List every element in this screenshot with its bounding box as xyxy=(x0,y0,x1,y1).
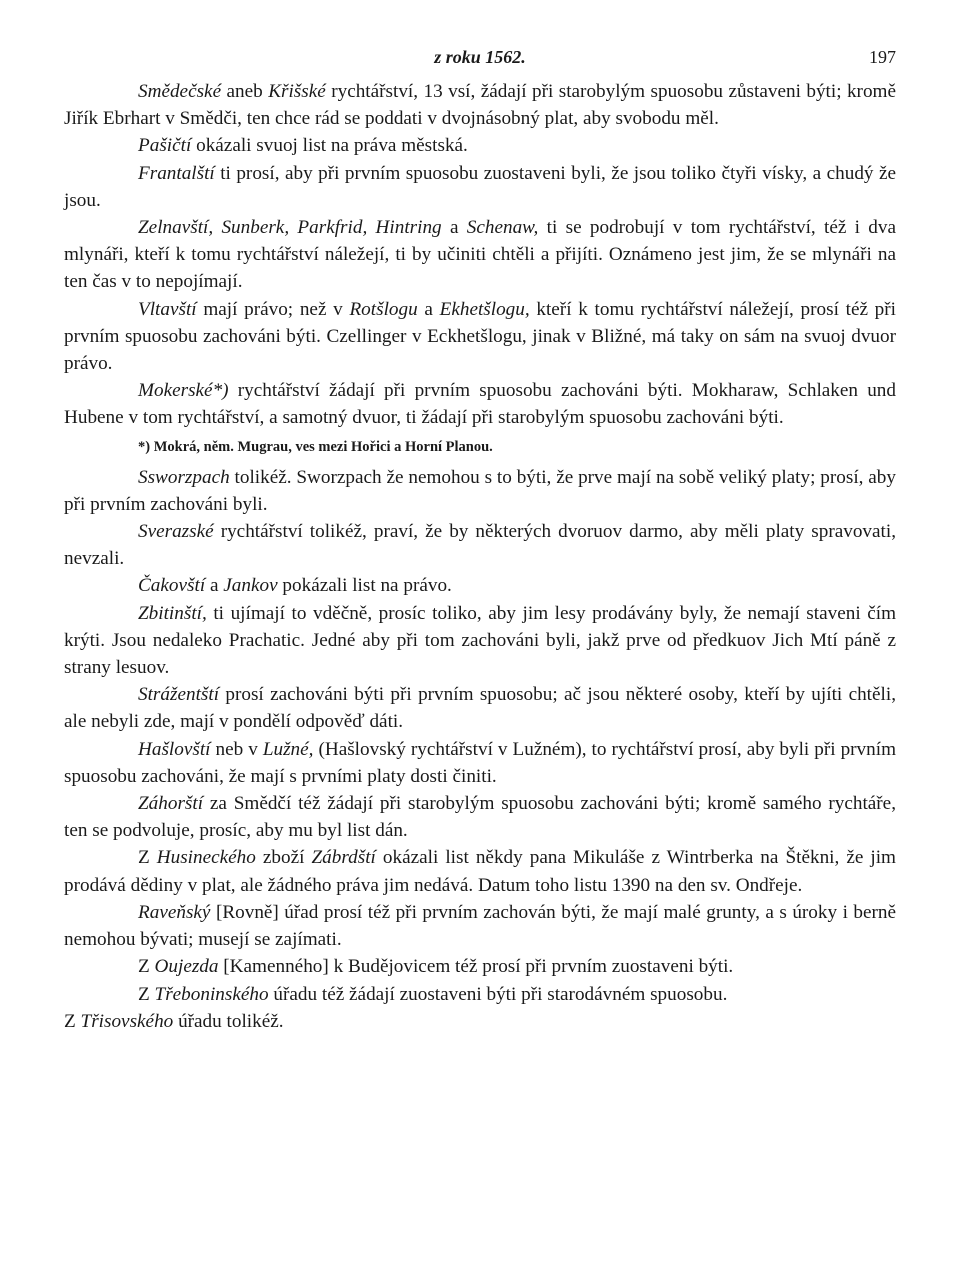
paragraph-text: rychtářství, 13 vsí, žádají při starobylým spuosobu zůstaveni býti; kromě Jiřík Ebrhart v Smědči, ten chce rád se poddati v dvojnásobný plat, aby svobodu měl. xyxy=(64,81,896,130)
paragraph-text: aneb xyxy=(221,81,269,102)
paragraph-text: neb v xyxy=(210,738,263,760)
place-name: Rotšlogu xyxy=(349,298,418,320)
place-name: Ekhetšlogu, xyxy=(439,298,530,320)
place-name: Třisovského xyxy=(80,1010,174,1032)
paragraph xyxy=(64,160,896,214)
paragraph-text: rychtářství žádají při prvním spuosobu zachováni býti. Mokharaw, Schlaken und Hubene v tom rychtářství, a samotný dvuor, ti žádají při starobylým spuosobu zachováni býti. xyxy=(64,380,896,429)
paragraph-text: Z xyxy=(64,1010,81,1032)
paragraph-text: a xyxy=(417,298,440,320)
place-name: Strážentští xyxy=(138,684,220,706)
paragraph xyxy=(64,981,896,1008)
paragraph-text: úřadu též žádají zuostaveni býti při starodávném spuosobu. xyxy=(268,983,728,1005)
paragraph-text: mají právo; než v xyxy=(196,298,350,320)
page-number: 197 xyxy=(869,47,896,67)
place-name: Čakovští xyxy=(138,575,206,597)
paragraph-text: ti ujímají to vděčně, prosíc toliko, aby jim lesy prodávány byly, že nemají staveni čím krýti. Jsou nedaleko Prachatic. Jedné aby při tom zachováni byli, jakž prve od předkuov Jich Mtí páně z strany lesuov. xyxy=(64,602,896,679)
place-name: Záhorští xyxy=(138,793,204,815)
paragraph-text: Z xyxy=(138,956,155,978)
place-name: Jankov xyxy=(223,575,278,597)
paragraph-text: ti prosí, aby při prvním spuosobu zuostaveni byli, že jsou toliko čtyři vísky, a chudý že jsou. xyxy=(64,162,896,211)
body-text xyxy=(64,78,896,1035)
paragraph-text: za Smědčí též žádají při starobylým spuosobu zachováni býti; kromě samého rychtáře, ten se podvoluje, prosíc, aby mu byl list dán. xyxy=(64,793,896,842)
paragraph-text: rychtářství tolikéž, praví, že by některých dvoruov darmo, aby měli platy spravovati, nevzali. xyxy=(64,521,896,570)
place-name: Vltavští xyxy=(138,298,197,320)
paragraph xyxy=(64,464,896,518)
place-name: Zelnavští, Sunberk, Parkfrid, Hintring xyxy=(138,217,442,239)
paragraph xyxy=(64,681,896,735)
paragraph xyxy=(64,572,896,599)
place-name: Smědečské xyxy=(138,81,222,102)
paragraph xyxy=(64,132,896,159)
paragraph xyxy=(64,296,896,378)
paragraph-text: okázali list někdy pana Mikuláše z Wintrberka na Štěkni, že jim prodává dědiny v plat, ale žádného práva jim nedává. Datum toho listu 1390 na den sv. Ondřeje. xyxy=(64,847,896,896)
paragraph xyxy=(64,790,896,844)
paragraph-text: a xyxy=(205,575,224,597)
paragraph-text: Z xyxy=(138,847,157,869)
paragraph-text: okázali svuoj list na práva městská. xyxy=(191,135,468,157)
place-name: Třeboninského xyxy=(154,983,269,1005)
paragraph-text: tolikéž. Sworzpach že nemohou s to býti, že prve mají na sobě veliký platy; prosí, aby při prvním zachováni byli. xyxy=(64,466,896,515)
place-name: Mokerské*) xyxy=(138,380,229,402)
place-name: Ssworzpach xyxy=(138,466,230,488)
place-name: Sverazské xyxy=(138,521,214,543)
place-name: Oujezda xyxy=(154,956,219,978)
paragraph xyxy=(64,377,896,431)
paragraph xyxy=(64,518,896,572)
paragraph xyxy=(64,899,896,953)
page xyxy=(64,44,896,1035)
place-name: Křišské xyxy=(268,81,326,102)
footnote: *) Mokrá, něm. Mugrau, ves mezi Hořici a Horní Planou. xyxy=(138,438,493,455)
paragraph-text: a xyxy=(441,217,467,239)
place-name: Hašlovští xyxy=(138,738,211,760)
paragraph-text: ti se podrobují v tom rychtářství, též i dva mlynáři, kteří k tomu rychtářství náležejí, ti by učiniti chtěli a přijíti. Oznámeno jest jim, že se mlynáři na ten čas v to nepojímají. xyxy=(64,217,896,293)
paragraph-text: prosí zachováni býti při prvním spuosobu; ač jsou některé osoby, kteří by ujíti chtěli, ale nebyli zde, mají v pondělí odpověď dáti. xyxy=(64,684,896,733)
paragraph xyxy=(64,1008,896,1035)
paragraph xyxy=(64,214,896,296)
place-name: Zábrdští xyxy=(311,847,376,869)
place-name: Pašičtí xyxy=(138,135,192,157)
paragraph-text: [Kamenného] k Budějovicem též prosí při prvním zuostaveni býti. xyxy=(218,956,734,978)
place-name: Zbitinští, xyxy=(138,602,207,624)
paragraph-text: Z xyxy=(138,983,155,1005)
paragraph xyxy=(64,78,896,132)
paragraph xyxy=(64,600,896,682)
paragraph-text: pokázali list na právo. xyxy=(277,575,452,597)
place-name: Raveňský xyxy=(138,901,211,923)
place-name: Lužné, xyxy=(262,738,314,760)
paragraph-text: úřadu tolikéž. xyxy=(173,1010,284,1032)
paragraph-text: (Hašlovský rychtářství v Lužném), to rychtářství prosí, aby byli při prvním spuosobu zachováni, že mají s prvními platy dosti činiti. xyxy=(64,738,896,787)
paragraph xyxy=(64,844,896,898)
running-title: z roku 1562. xyxy=(434,47,526,67)
page-header xyxy=(64,44,896,78)
paragraph xyxy=(64,953,896,980)
paragraph-text: kteří k tomu rychtářství náležejí, prosí též při prvním spuosobu zachováni býti. Czellinger v Eckhetšlogu, jinak v Bližné, má taky on sám na svuoj dvuor právo. xyxy=(64,298,896,375)
paragraph-text: zboží xyxy=(255,847,312,869)
place-name: Frantalští xyxy=(138,162,215,184)
paragraph-text: [Rovně] úřad prosí též při prvním zachován býti, že mají malé grunty, a s úroky i berně nemohou bývati; musejí se zajímati. xyxy=(64,901,896,951)
place-name: Husineckého xyxy=(156,847,256,869)
paragraph xyxy=(64,736,896,790)
place-name: Schenaw, xyxy=(466,217,539,239)
